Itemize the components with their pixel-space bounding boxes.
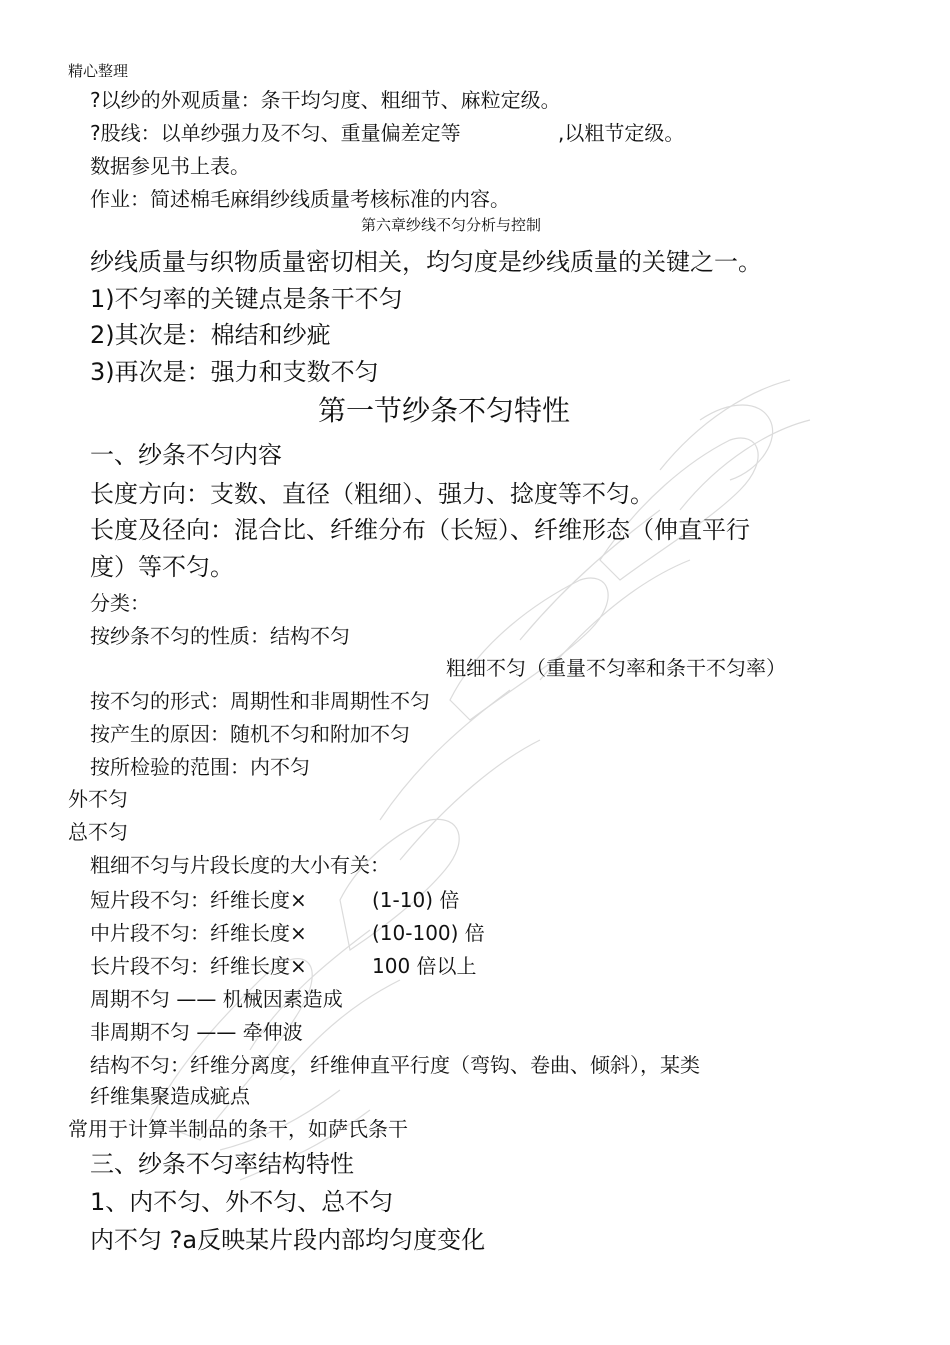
text-line: 1、内不匀、外不匀、总不匀: [90, 1188, 394, 1216]
text-line: 粗细不匀（重量不匀率和条干不匀率）: [446, 656, 786, 680]
text-line: 1)不匀率的关键点是条干不匀: [90, 285, 403, 313]
text-line: 3)再次是：强力和支数不匀: [90, 358, 379, 386]
text-line: 长度方向：支数、直径（粗细）、强力、捻度等不匀。: [90, 480, 654, 508]
text-line: (1-10) 倍: [372, 888, 460, 912]
text-line: 按不匀的形式：周期性和非周期性不匀: [90, 689, 430, 713]
text-line: 粗细不匀与片段长度的大小有关：: [90, 853, 390, 877]
text-line: 长度及径向：混合比、纤维分布（长短）、纤维形态（伸直平行: [90, 516, 750, 544]
text-line: 纱线质量与织物质量密切相关，均匀度是纱线质量的关键之一。: [90, 248, 762, 276]
text-line: 2)其次是：棉结和纱疵: [90, 321, 331, 349]
text-line: 短片段不匀：纤维长度×: [90, 888, 307, 912]
section-title: 第一节纱条不匀特性: [318, 394, 571, 427]
page-header: 精心整理: [68, 62, 129, 80]
text-line: ?股线：以单纱强力及不匀、重量偏差定等: [90, 121, 461, 145]
text-line: 总不匀: [68, 820, 128, 844]
text-line: 100 倍以上: [372, 954, 477, 978]
text-line: 按产生的原因：随机不匀和附加不匀: [90, 722, 410, 746]
chapter-title: 第六章纱线不匀分析与控制: [361, 216, 542, 234]
text-line: 三、纱条不匀率结构特性: [90, 1150, 354, 1178]
text-line: 数据参见书上表。: [90, 154, 250, 178]
text-line: 一、纱条不匀内容: [90, 441, 282, 469]
text-line: 外不匀: [68, 787, 128, 811]
text-line: 作业：简述棉毛麻绢纱线质量考核标准的内容。: [90, 187, 510, 211]
text-line: 纤维集聚造成疵点: [90, 1084, 250, 1108]
text-line: 长片段不匀：纤维长度×: [90, 954, 307, 978]
text-line: ,以粗节定级。: [558, 121, 685, 145]
text-line: 度）等不匀。: [90, 553, 234, 581]
text-line: 常用于计算半制品的条干，如萨氏条干: [68, 1117, 408, 1141]
text-line: 非周期不匀 —— 牵伸波: [90, 1020, 303, 1044]
text-line: ?以纱的外观质量：条干均匀度、粗细节、麻粒定级。: [90, 88, 561, 112]
text-line: 中片段不匀：纤维长度×: [90, 921, 307, 945]
text-line: 分类：: [90, 591, 150, 615]
text-line: 周期不匀 —— 机械因素造成: [90, 987, 343, 1011]
text-line: (10-100) 倍: [372, 921, 485, 945]
text-line: 结构不匀：纤维分离度，纤维伸直平行度（弯钩、卷曲、倾斜），某类: [90, 1053, 700, 1077]
text-line: 按所检验的范围：内不匀: [90, 755, 310, 779]
text-line: 内不匀 ?a反映某片段内部均匀度变化: [90, 1226, 486, 1254]
text-line: 按纱条不匀的性质：结构不匀: [90, 624, 350, 648]
